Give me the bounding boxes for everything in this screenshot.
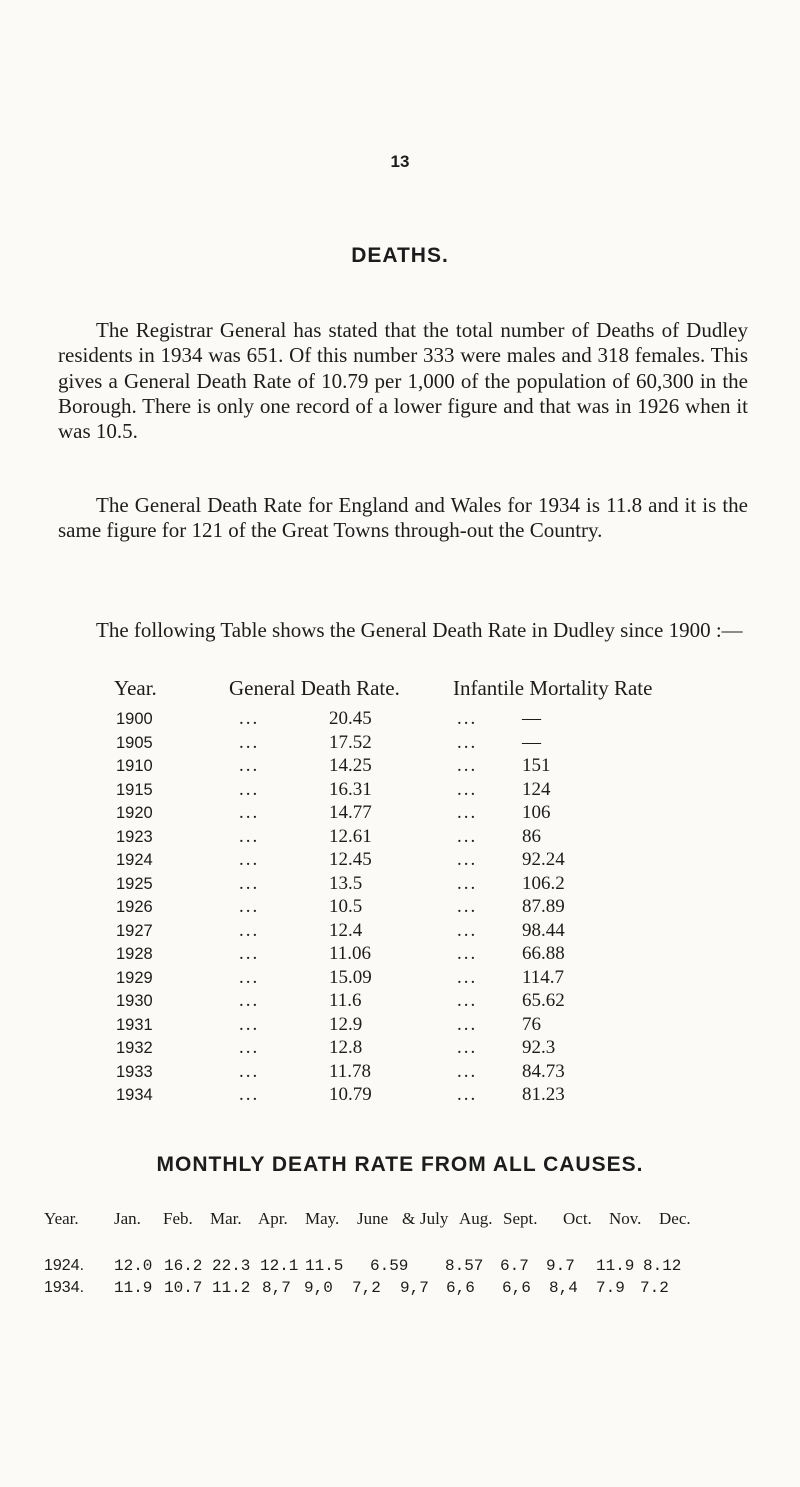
monthly-header-cell: Oct. xyxy=(563,1209,592,1228)
infantile-mortality-rate-cell: 106 xyxy=(522,802,551,823)
year-cell: 1905 xyxy=(116,733,153,752)
table-row xyxy=(0,732,800,756)
infantile-mortality-rate-cell: — xyxy=(522,731,541,753)
monthly-header-cell: Sept. xyxy=(503,1209,538,1228)
table-row xyxy=(0,967,800,991)
monthly-header-cell: July xyxy=(420,1209,449,1228)
monthly-value-cell: 9.7 xyxy=(546,1257,575,1275)
paragraph-table-intro: The following Table shows the General Death Rate in Dudley since 1900 :— xyxy=(96,618,743,642)
leader-dots: ... xyxy=(457,1037,478,1058)
leader-dots: ... xyxy=(239,966,260,988)
monthly-header-cell: Jan. xyxy=(114,1209,141,1228)
page-number: 13 xyxy=(390,152,410,171)
monthly-value-cell: 16.2 xyxy=(164,1257,203,1275)
leader-dots: ... xyxy=(239,990,260,1011)
header-infantile-mortality-rate: Infantile Mortality Rate xyxy=(453,676,653,700)
infantile-mortality-rate-cell: 151 xyxy=(522,755,551,776)
monthly-table-title: MONTHLY DEATH RATE FROM ALL CAUSES. xyxy=(156,1153,644,1176)
monthly-header-cell: Mar. xyxy=(210,1209,242,1228)
monthly-value-cell: 6.59 xyxy=(370,1257,409,1275)
leader-dots: ... xyxy=(239,896,260,917)
monthly-value-cell: 7,2 xyxy=(352,1279,381,1297)
leader-dots: ... xyxy=(457,896,478,917)
year-cell: 1926 xyxy=(116,898,153,916)
infantile-mortality-rate-cell: 81.23 xyxy=(522,1084,565,1105)
table-row xyxy=(0,849,800,873)
leader-dots: ... xyxy=(457,919,478,941)
monthly-header-cell: Apr. xyxy=(258,1209,288,1228)
year-cell: 1929 xyxy=(116,968,153,987)
monthly-value-cell: 9,7 xyxy=(400,1279,429,1297)
table-row xyxy=(0,1037,800,1061)
page-title: DEATHS. xyxy=(351,244,449,267)
infantile-mortality-rate-cell: 114.7 xyxy=(522,966,565,988)
monthly-value-cell: 11.9 xyxy=(596,1257,635,1275)
table-row xyxy=(0,1014,800,1038)
table-row xyxy=(0,990,800,1014)
leader-dots: ... xyxy=(457,731,478,753)
general-death-rate-cell: 14.25 xyxy=(329,755,372,776)
general-death-rate-cell: 11.6 xyxy=(329,990,362,1011)
year-cell: 1923 xyxy=(116,827,153,846)
year-cell: 1915 xyxy=(116,780,153,799)
monthly-value-cell: 9,0 xyxy=(304,1279,333,1297)
leader-dots: ... xyxy=(457,825,478,847)
monthly-header-cell: Nov. xyxy=(609,1209,642,1228)
year-cell: 1927 xyxy=(116,921,153,940)
table-row xyxy=(0,826,800,850)
leader-dots: ... xyxy=(239,849,260,870)
header-year: Year. xyxy=(114,676,157,700)
infantile-mortality-rate-cell: 98.44 xyxy=(522,919,565,941)
leader-dots: ... xyxy=(457,802,478,823)
table-row xyxy=(0,779,800,803)
monthly-value-cell: 6.7 xyxy=(500,1257,529,1275)
leader-dots: ... xyxy=(239,872,260,894)
header-general-death-rate: General Death Rate. xyxy=(229,676,400,700)
leader-dots: ... xyxy=(239,731,260,753)
infantile-mortality-rate-cell: 106.2 xyxy=(522,872,565,894)
table-row xyxy=(0,802,800,826)
monthly-data-row xyxy=(0,1279,800,1301)
infantile-mortality-rate-cell: 84.73 xyxy=(522,1060,565,1082)
year-cell: 1931 xyxy=(116,1015,153,1034)
general-death-rate-cell: 12.4 xyxy=(329,919,363,941)
leader-dots: ... xyxy=(239,802,260,823)
table-row xyxy=(0,708,800,732)
monthly-year-cell: 1924. xyxy=(44,1257,85,1274)
paragraph-england-wales-rate: The General Death Rate for England and Wales for 1934 is 11.8 and it is the same figure for 121 of the Great Towns through-out the Country. xyxy=(58,493,748,543)
leader-dots: ... xyxy=(457,943,478,964)
leader-dots: ... xyxy=(457,966,478,988)
leader-dots: ... xyxy=(239,919,260,941)
paragraph-deaths-summary: The Registrar General has stated that the total number of Deaths of Dudley residents in 1934 was 651. Of this number 333 were males and 318 females. This gives a General Death Rate of 10.79 per 1,000 of the population of 60,300 in the Borough. There is only one record of a lower figure and that was in 1926 when it was 10.5. xyxy=(58,318,748,444)
leader-dots: ... xyxy=(239,778,260,800)
monthly-value-cell: 7.2 xyxy=(640,1279,669,1297)
general-death-rate-cell: 11.78 xyxy=(329,1060,372,1082)
monthly-header-cell: Year. xyxy=(44,1209,79,1228)
monthly-value-cell: 7.9 xyxy=(596,1279,625,1297)
year-cell: 1933 xyxy=(116,1062,153,1081)
infantile-mortality-rate-cell: 92.24 xyxy=(522,849,565,870)
table-row xyxy=(0,1084,800,1108)
monthly-header-row xyxy=(0,1209,800,1231)
infantile-mortality-rate-cell: 66.88 xyxy=(522,943,565,964)
year-cell: 1924 xyxy=(116,851,153,869)
monthly-year-cell: 1934. xyxy=(44,1279,85,1296)
general-death-rate-cell: 14.77 xyxy=(329,802,372,823)
monthly-value-cell: 6,6 xyxy=(502,1279,531,1297)
table-row xyxy=(0,920,800,944)
infantile-mortality-rate-cell: 76 xyxy=(522,1013,541,1035)
monthly-data-row xyxy=(0,1257,800,1279)
monthly-value-cell: 8,7 xyxy=(262,1279,291,1297)
leader-dots: ... xyxy=(457,1013,478,1035)
infantile-mortality-rate-cell: 65.62 xyxy=(522,990,565,1011)
leader-dots: ... xyxy=(239,1084,260,1105)
monthly-value-cell: 12.1 xyxy=(260,1257,299,1275)
year-cell: 1920 xyxy=(116,804,153,822)
leader-dots: ... xyxy=(239,708,260,729)
general-death-rate-cell: 11.06 xyxy=(329,943,372,964)
infantile-mortality-rate-cell: — xyxy=(522,708,541,729)
table-row xyxy=(0,1061,800,1085)
leader-dots: ... xyxy=(239,943,260,964)
monthly-value-cell: 8,4 xyxy=(549,1279,578,1297)
leader-dots: ... xyxy=(457,755,478,776)
general-death-rate-cell: 17.52 xyxy=(329,731,372,753)
leader-dots: ... xyxy=(457,872,478,894)
leader-dots: ... xyxy=(457,1060,478,1082)
monthly-value-cell: 10.7 xyxy=(164,1279,203,1297)
monthly-value-cell: 8.57 xyxy=(445,1257,484,1275)
general-death-rate-cell: 10.79 xyxy=(329,1084,372,1105)
general-death-rate-cell: 12.9 xyxy=(329,1013,363,1035)
year-cell: 1925 xyxy=(116,874,153,893)
leader-dots: ... xyxy=(239,755,260,776)
monthly-value-cell: 6,6 xyxy=(446,1279,475,1297)
table-row xyxy=(0,943,800,967)
general-death-rate-cell: 12.61 xyxy=(329,825,372,847)
infantile-mortality-rate-cell: 92.3 xyxy=(522,1037,556,1058)
leader-dots: ... xyxy=(239,1037,260,1058)
leader-dots: ... xyxy=(457,849,478,870)
year-cell: 1910 xyxy=(116,757,153,775)
monthly-value-cell: 11.5 xyxy=(305,1257,344,1275)
leader-dots: ... xyxy=(239,1013,260,1035)
table-row xyxy=(0,755,800,779)
year-cell: 1928 xyxy=(116,945,153,963)
year-cell: 1932 xyxy=(116,1039,153,1057)
monthly-value-cell: 8.12 xyxy=(643,1257,682,1275)
monthly-value-cell: 11.9 xyxy=(114,1279,153,1297)
leader-dots: ... xyxy=(457,990,478,1011)
year-cell: 1900 xyxy=(116,710,153,728)
general-death-rate-cell: 16.31 xyxy=(329,778,372,800)
infantile-mortality-rate-cell: 124 xyxy=(522,778,551,800)
infantile-mortality-rate-cell: 86 xyxy=(522,825,541,847)
infantile-mortality-rate-cell: 87.89 xyxy=(522,896,565,917)
monthly-header-cell: May. xyxy=(305,1209,340,1228)
general-death-rate-cell: 12.45 xyxy=(329,849,372,870)
monthly-header-cell: Aug. xyxy=(459,1209,493,1228)
general-death-rate-cell: 15.09 xyxy=(329,966,372,988)
leader-dots: ... xyxy=(457,708,478,729)
leader-dots: ... xyxy=(239,1060,260,1082)
monthly-header-cell: & xyxy=(402,1209,416,1228)
year-cell: 1934 xyxy=(116,1086,153,1104)
leader-dots: ... xyxy=(239,825,260,847)
leader-dots: ... xyxy=(457,778,478,800)
year-cell: 1930 xyxy=(116,992,153,1010)
general-death-rate-cell: 10.5 xyxy=(329,896,363,917)
monthly-value-cell: 11.2 xyxy=(212,1279,251,1297)
table-row xyxy=(0,896,800,920)
table-row xyxy=(0,873,800,897)
monthly-header-cell: Feb. xyxy=(163,1209,193,1228)
leader-dots: ... xyxy=(457,1084,478,1105)
general-death-rate-cell: 12.8 xyxy=(329,1037,363,1058)
monthly-header-cell: June xyxy=(357,1209,389,1228)
monthly-value-cell: 12.0 xyxy=(114,1257,153,1275)
general-death-rate-cell: 13.5 xyxy=(329,872,363,894)
monthly-value-cell: 22.3 xyxy=(212,1257,251,1275)
general-death-rate-cell: 20.45 xyxy=(329,708,372,729)
monthly-header-cell: Dec. xyxy=(659,1209,691,1228)
